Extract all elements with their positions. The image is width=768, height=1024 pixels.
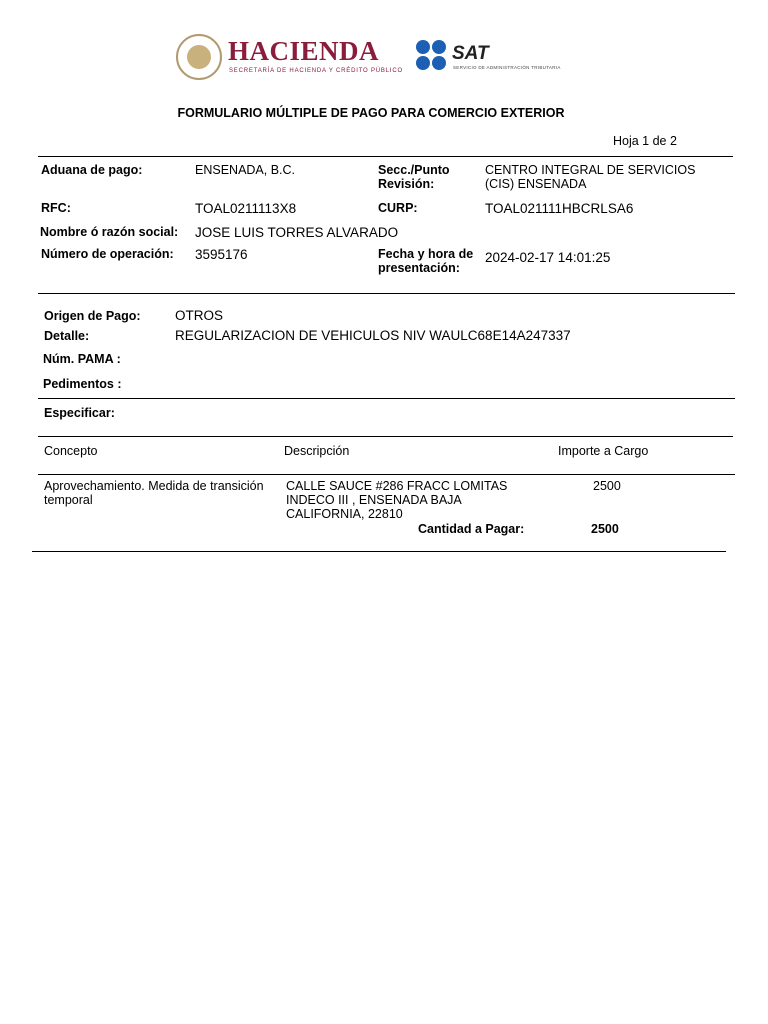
detalle-value: REGULARIZACION DE VEHICULOS NIV WAULC68E14A247337 — [175, 328, 571, 343]
fecha-label-line2: presentación: — [378, 261, 460, 275]
divider — [38, 156, 733, 157]
total-label: Cantidad a Pagar: — [418, 522, 525, 536]
sat-dot-icon — [416, 56, 430, 70]
aduana-label: Aduana de pago: — [41, 163, 143, 177]
hacienda-wordmark: HACIENDA — [228, 36, 380, 66]
row-concepto-line2: temporal — [44, 493, 93, 507]
sat-dot-icon — [416, 40, 430, 54]
rfc-value: TOAL0211113X8 — [195, 201, 297, 216]
form-title: FORMULARIO MÚLTIPLE DE PAGO PARA COMERCIO EXTERIOR — [177, 106, 565, 120]
operacion-value: 3595176 — [195, 247, 248, 262]
secc-label-line2: Revisión: — [378, 177, 435, 191]
table-bottom-border — [32, 551, 726, 552]
operacion-label: Número de operación: — [41, 247, 174, 261]
origen-label: Origen de Pago: — [44, 309, 141, 323]
sat-subtitle: SERVICIO DE ADMINISTRACIÓN TRIBUTARIA — [453, 65, 561, 70]
pama-label: Núm. PAMA : — [43, 352, 121, 366]
header-concepto: Concepto — [44, 444, 98, 458]
row-importe: 2500 — [593, 479, 621, 493]
pedimentos-label: Pedimentos : — [43, 377, 122, 391]
sat-dot-icon — [432, 56, 446, 70]
aduana-value: ENSENADA, B.C. — [195, 163, 296, 177]
fecha-value: 2024-02-17 14:01:25 — [485, 250, 611, 265]
header-importe: Importe a Cargo — [558, 444, 649, 458]
sat-wordmark: SAT — [452, 43, 489, 64]
divider — [38, 293, 735, 294]
header-descripcion: Descripción — [284, 444, 350, 458]
total-value: 2500 — [591, 522, 619, 536]
divider — [38, 398, 735, 399]
hacienda-logo — [172, 30, 403, 86]
mexico-seal-icon — [176, 34, 222, 80]
page-indicator: Hoja 1 de 2 — [613, 134, 677, 148]
especificar-label: Especificar: — [44, 406, 115, 420]
sat-dot-icon — [432, 40, 446, 54]
origen-value: OTROS — [175, 308, 224, 323]
row-descripcion-line2: INDECO III , ENSENADA BAJA — [286, 493, 462, 507]
nombre-label: Nombre ó razón social: — [40, 225, 179, 239]
table-top-border — [38, 436, 733, 437]
table-header-border — [38, 474, 735, 475]
curp-value: TOAL021111HBCRLSA6 — [485, 201, 634, 216]
row-descripcion-line3: CALIFORNIA, 22810 — [286, 507, 403, 521]
sat-logo — [414, 38, 574, 76]
row-concepto-line1: Aprovechamiento. Medida de transición — [44, 479, 264, 493]
rfc-label: RFC: — [41, 201, 71, 215]
row-descripcion-line1: CALLE SAUCE #286 FRACC LOMITAS — [286, 479, 508, 493]
curp-label: CURP: — [378, 201, 418, 215]
hacienda-subtitle: SECRETARÍA DE HACIENDA Y CRÉDITO PÚBLICO — [229, 68, 403, 74]
detalle-label: Detalle: — [44, 329, 90, 343]
secc-label-line1: Secc./Punto — [378, 163, 450, 177]
fecha-label-line1: Fecha y hora de — [378, 247, 474, 261]
nombre-value: JOSE LUIS TORRES ALVARADO — [195, 225, 399, 240]
secc-value-line2: (CIS) ENSENADA — [485, 177, 587, 191]
secc-value-line1: CENTRO INTEGRAL DE SERVICIOS — [485, 163, 696, 177]
